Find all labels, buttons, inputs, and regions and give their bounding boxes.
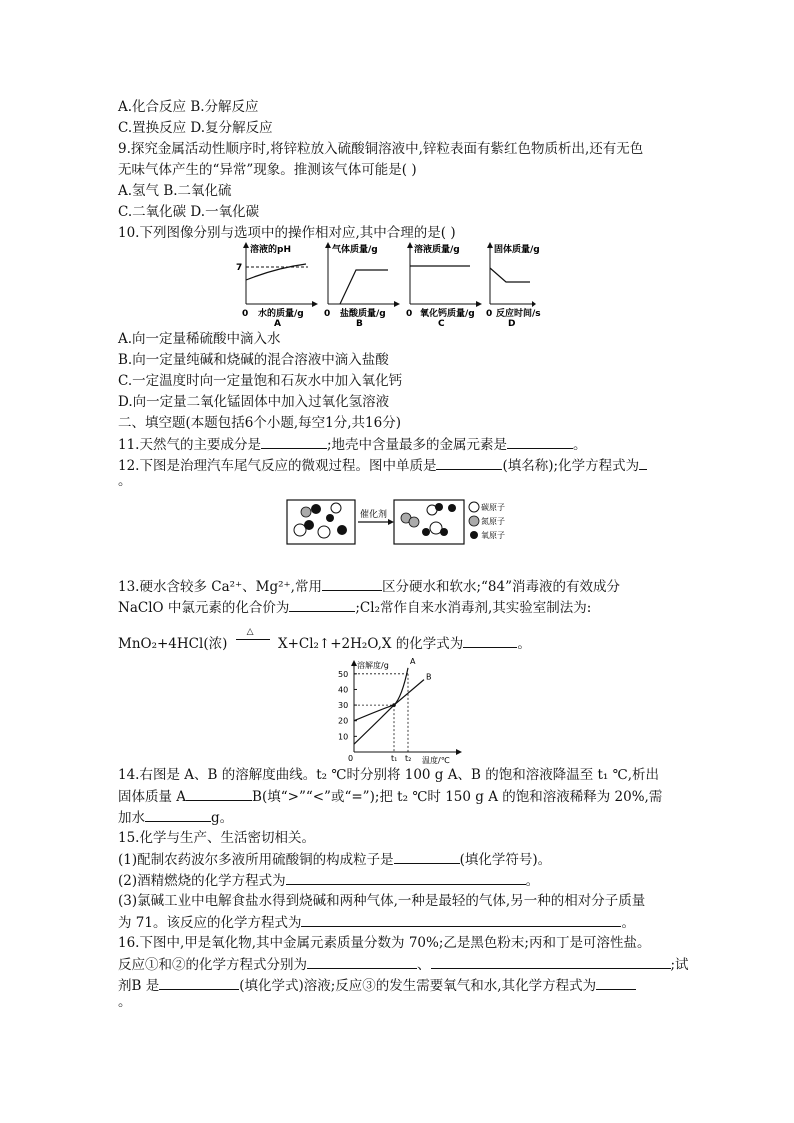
q13-blank-2[interactable] [289, 598, 355, 612]
q15-text-2b: 。 [525, 873, 540, 889]
q10-option-b: B.向一定量纯碱和烧碱的混合溶液中滴入盐酸 [118, 352, 389, 368]
q12-blank-1[interactable] [436, 456, 502, 470]
micro-reaction-figure [286, 498, 516, 548]
q13-text-2: NaClO 中氯元素的化合价为 [118, 600, 290, 616]
q14-blank-2[interactable] [145, 808, 211, 822]
q13-line-2 [118, 598, 591, 617]
q15-sub-2 [118, 871, 539, 890]
q11-text-3: 。 [573, 437, 587, 453]
q9-stem-1: 9.探究金属活动性顺序时,将锌粒放入硫酸铜溶液中,锌粒表面有紫红色物质析出,还有无色 [118, 141, 644, 157]
q16-text-2b: 、 [417, 957, 431, 973]
q10-option-c: C.一定温度时向一定量饱和石灰水中加入氧化钙 [118, 373, 403, 389]
section-2-heading: 二、填空题(本题包括6个小题,每空1分,共16分) [118, 415, 401, 431]
q8-options-ab: A.化合反应 B.分解反应 [118, 99, 259, 115]
chart-xlabel: 温度/℃ [422, 756, 450, 765]
q14-text-3b: g。 [211, 810, 234, 826]
graph-d-curve [490, 268, 530, 282]
q15-blank-2[interactable] [286, 871, 526, 885]
q16-text-2c: ;试 [670, 957, 689, 973]
q16-text-3a: 剂B 是 [118, 978, 160, 994]
q9-options-cd: C.二氧化碳 D.一氧化碳 [118, 204, 260, 220]
q11 [118, 435, 587, 454]
q12-text-1: 12.下图是治理汽车尾气反应的微观过程。图中单质是 [118, 458, 437, 474]
graph-c-xlabel: 氧化钙质量/g [420, 309, 475, 319]
graph-c-origin: 0 [406, 309, 413, 319]
q15-sub-1 [118, 850, 551, 869]
heat-arrow [236, 627, 270, 648]
graph-c-letter: C [438, 319, 445, 329]
q14-text-2b: B(填“>”“<”或“=”);把 t₂ ℃时 150 g A 的饱和溶液稀释为 20%,需 [252, 789, 663, 805]
q15-sub-3b [118, 913, 635, 932]
heat-symbol: △ [246, 627, 254, 637]
graph-a-origin: 0 [242, 309, 249, 319]
q10-stem: 10.下列图像分别与选项中的操作相对应,其中合理的是( ) [118, 225, 456, 241]
q12-blank-2[interactable] [639, 456, 647, 470]
graph-c-ylabel: 溶液质量/g [414, 245, 460, 255]
q16-blank-1[interactable] [307, 955, 417, 969]
intersection-point [392, 703, 396, 707]
q14-line-2 [118, 787, 662, 806]
q15-blank-1[interactable] [394, 850, 460, 864]
graph-b-origin: 0 [324, 309, 331, 319]
q15-text-3c: 。 [621, 915, 635, 931]
q13-eq-right: X+Cl₂↑+2H₂O,X 的化学式为 [277, 636, 464, 652]
graph-a-ylabel: 溶液的pH [250, 245, 291, 255]
x-tick-label-2: t₂ [405, 754, 412, 763]
q16-line-1: 16.下图中,甲是氧化物,其中金属元素质量分数为 70%;乙是黑色粉末;丙和丁是可溶性盐。 [118, 935, 651, 951]
chart-origin: 0 [348, 754, 354, 763]
graph-b-xlabel: 盐酸质量/g [340, 309, 386, 319]
graph-a [236, 242, 318, 329]
q15-text-3b: 为 71。该反应的化学方程式为 [118, 915, 302, 931]
curve-label-A: A [410, 656, 416, 666]
curve-B [354, 680, 424, 721]
graph-c [406, 242, 482, 329]
q16-text-3b: (填化学式)溶液;反应③的发生需要氧气和水,其化学方程式为 [239, 978, 597, 994]
q13-blank-3[interactable] [463, 634, 517, 648]
q13-equation [118, 627, 531, 653]
q13-eq-end: 。 [517, 636, 531, 652]
q15-text-2a: (2)酒精燃烧的化学方程式为 [118, 873, 286, 889]
graph-a-tick: 7 [236, 263, 243, 273]
graph-d-ylabel: 固体质量/g [494, 245, 540, 255]
y-tick-label-40: 40 [338, 685, 349, 695]
q14-line-1: 14.右图是 A、B 的溶解度曲线。t₂ ℃时分别将 100 g A、B 的饱和溶液降温至 t₁ ℃,析出 [118, 767, 660, 783]
graph-a-curve [246, 264, 306, 280]
q11-blank-1[interactable] [261, 435, 327, 449]
q16-blank-2[interactable] [431, 955, 671, 969]
q8-options-cd: C.置换反应 D.复分解反应 [118, 120, 273, 136]
q13-eq-left: MnO₂+4HCl(浓) [118, 636, 228, 652]
legend-carbon: 碳原子 [481, 503, 505, 512]
q10-option-a: A.向一定量稀硫酸中滴入水 [118, 331, 281, 347]
solubility-chart [336, 656, 466, 765]
curve-A [354, 668, 408, 744]
q11-text-1: 11.天然气的主要成分是 [118, 437, 261, 453]
q15-text-1b: (填化学符号)。 [459, 852, 552, 868]
curve-label-B: B [426, 672, 432, 682]
q14-text-2a: 固体质量 A [118, 789, 187, 805]
q16-text-2a: 反应①和②的化学方程式分别为 [118, 957, 307, 973]
graph-b-ylabel: 气体质量/g [332, 245, 378, 255]
q10-graphs [236, 242, 541, 329]
q9-options-ab: A.氢气 B.二氧化硫 [118, 183, 232, 199]
q15-text-1a: (1)配制农药波尔多液所用硫酸铜的构成粒子是 [118, 852, 394, 868]
q13-text-1b: 区分硬水和软水;“84”消毒液的有效成分 [381, 579, 621, 595]
q12-end: 。 [118, 473, 132, 489]
legend-nitrogen: 氮原子 [481, 517, 505, 526]
q10-option-d: D.向一定量二氧化锰固体中加入过氧化氢溶液 [118, 394, 390, 410]
q16-line-2 [118, 955, 689, 974]
q15-blank-3[interactable] [301, 913, 621, 927]
graph-a-letter: A [274, 319, 281, 329]
q13-line-1 [118, 577, 620, 596]
graph-a-xlabel: 水的质量/g [258, 309, 304, 319]
q15-title: 15.化学与生产、生活密切相关。 [118, 830, 315, 846]
graph-d [486, 242, 541, 329]
graph-b [324, 242, 400, 329]
graph-b-curve [340, 270, 388, 304]
graph-b-letter: B [356, 319, 363, 329]
x-tick-label-1: t₁ [391, 754, 398, 763]
q13-blank-1[interactable] [322, 577, 382, 591]
q12 [118, 456, 647, 475]
q16-line-4: 。 [118, 994, 132, 1010]
y-tick-label-10: 10 [338, 732, 349, 742]
graph-d-origin: 0 [486, 309, 493, 319]
q14-text-3a: 加水 [118, 810, 145, 826]
graph-d-letter: D [508, 319, 516, 329]
q15-sub-3: (3)氯碱工业中电解食盐水得到烧碱和两种气体,一种是最轻的气体,另一种的相对分子质量 [118, 893, 646, 909]
y-tick-label-30: 30 [338, 701, 349, 711]
q11-blank-2[interactable] [507, 435, 573, 449]
y-tick-label-50: 50 [338, 669, 349, 679]
q14-line-3 [118, 808, 233, 827]
q9-stem-2: 无味气体产生的“异常”现象。推测该气体可能是( ) [118, 162, 417, 178]
q13-text-1: 13.硬水含较多 Ca²⁺、Mg²⁺,常用 [118, 579, 322, 595]
q16-blank-3[interactable] [159, 976, 239, 990]
q13-text-2b: ;Cl₂常作自来水消毒剂,其实验室制法为: [355, 600, 592, 616]
arrow-label: 催化剂 [360, 510, 388, 520]
q14-blank-1[interactable] [186, 787, 252, 801]
chart-ylabel: 溶解度/g [357, 661, 389, 670]
q12-text-2: (填名称);化学方程式为 [502, 458, 640, 474]
q16-blank-4[interactable] [596, 976, 636, 990]
y-tick-label-20: 20 [338, 716, 349, 726]
q16-line-3 [118, 976, 636, 995]
legend-oxygen: 氧原子 [481, 531, 505, 540]
graph-d-xlabel: 反应时间/s [496, 309, 541, 319]
q11-text-2: ;地壳中含量最多的金属元素是 [326, 437, 508, 453]
